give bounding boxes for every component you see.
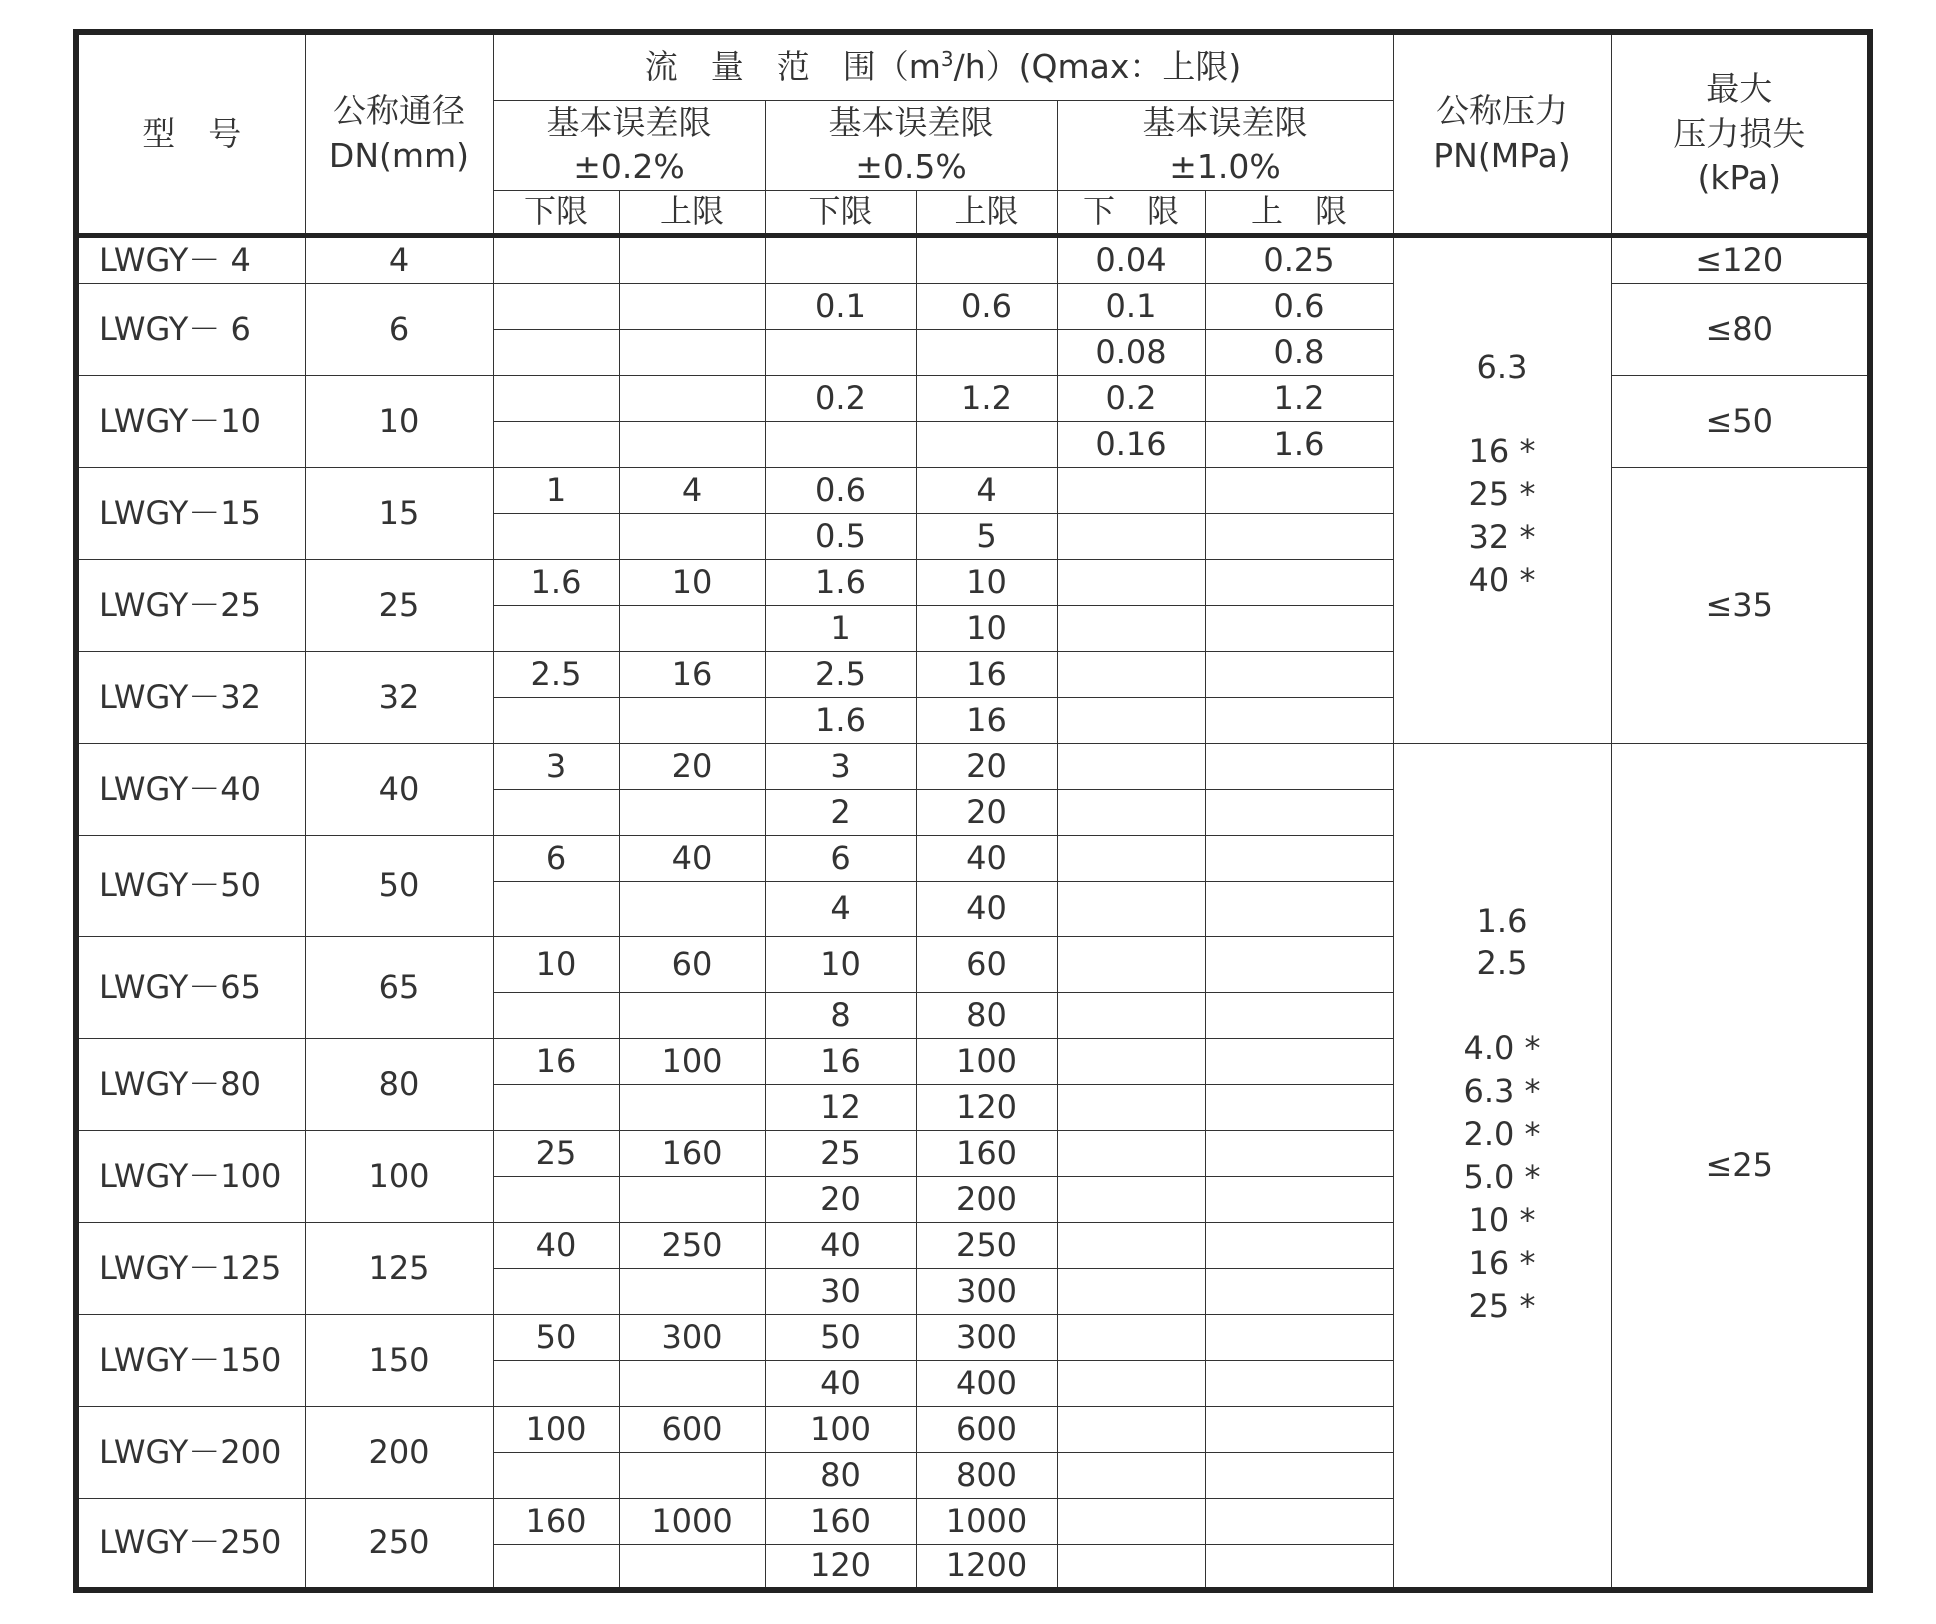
nominal-diameter-cell: 65 [305, 936, 493, 1038]
upper-1-0-cell [1205, 1176, 1393, 1222]
lower-0-2-cell [493, 1452, 619, 1498]
header-loss-line1: 最大 [1706, 68, 1773, 108]
lower-0-5-cell: 1.6 [765, 697, 916, 743]
upper-0-2-cell [619, 605, 765, 651]
lower-0-5-cell: 0.2 [765, 375, 916, 421]
pressure-value: 1.6 [1476, 901, 1528, 940]
lower-0-5-cell [765, 329, 916, 375]
lower-1-0-cell [1057, 1222, 1205, 1268]
lower-1-0-cell [1057, 835, 1205, 881]
upper-0-5-cell: 160 [916, 1130, 1057, 1176]
lower-0-2-cell [493, 375, 619, 421]
upper-1-0-cell [1205, 1222, 1393, 1268]
max-pressure-loss-cell: ≤50 [1611, 375, 1870, 467]
lower-0-5-cell: 1.6 [765, 559, 916, 605]
lower-0-2-cell [493, 605, 619, 651]
upper-0-2-cell [619, 283, 765, 329]
header-nominal-pressure [1393, 32, 1611, 235]
lower-0-5-cell: 6 [765, 835, 916, 881]
upper-0-5-cell: 1200 [916, 1544, 1057, 1590]
upper-0-2-cell: 600 [619, 1406, 765, 1452]
nominal-diameter-cell: 6 [305, 283, 493, 375]
header-nominal-diameter [305, 32, 493, 235]
pressure-value: 10 * [1468, 1200, 1536, 1239]
upper-0-5-cell: 250 [916, 1222, 1057, 1268]
upper-1-0-cell [1205, 992, 1393, 1038]
header-lower-1-0: 下 限 [1057, 190, 1205, 235]
upper-0-5-cell: 1000 [916, 1498, 1057, 1544]
model-cell: LWGY－200 [76, 1406, 305, 1498]
model-cell: LWGY－25 [76, 559, 305, 651]
nominal-diameter-cell: 125 [305, 1222, 493, 1314]
lower-0-5-cell: 40 [765, 1360, 916, 1406]
lower-0-5-cell: 12 [765, 1084, 916, 1130]
pressure-value: 4.0 * [1463, 1029, 1541, 1068]
upper-1-0-cell [1205, 697, 1393, 743]
lower-1-0-cell [1057, 1452, 1205, 1498]
lower-1-0-cell: 0.04 [1057, 235, 1205, 283]
lower-0-2-cell: 6 [493, 835, 619, 881]
pressure-value: 2.0 * [1463, 1115, 1541, 1154]
upper-0-2-cell [619, 789, 765, 835]
upper-0-5-cell: 400 [916, 1360, 1057, 1406]
upper-0-5-cell: 20 [916, 789, 1057, 835]
lower-0-2-cell: 1.6 [493, 559, 619, 605]
lower-0-2-cell: 2.5 [493, 651, 619, 697]
upper-0-5-cell: 16 [916, 697, 1057, 743]
lower-0-2-cell [493, 283, 619, 329]
upper-0-2-cell: 40 [619, 835, 765, 881]
nominal-diameter-cell: 150 [305, 1314, 493, 1406]
upper-1-0-cell: 0.6 [1205, 283, 1393, 329]
nominal-diameter-cell: 50 [305, 835, 493, 936]
pressure-value: 6.3 [1476, 347, 1528, 386]
lower-1-0-cell [1057, 1360, 1205, 1406]
pressure-gap [1394, 388, 1611, 430]
upper-0-2-cell: 10 [619, 559, 765, 605]
upper-0-5-cell: 40 [916, 835, 1057, 881]
lower-0-2-cell: 160 [493, 1498, 619, 1544]
upper-0-2-cell [619, 1360, 765, 1406]
lower-0-5-cell: 50 [765, 1314, 916, 1360]
pressure-gap [1394, 985, 1611, 1027]
lower-0-5-cell: 2 [765, 789, 916, 835]
upper-1-0-cell: 1.2 [1205, 375, 1393, 421]
header-flow-range [493, 32, 1393, 100]
lower-0-5-cell: 40 [765, 1222, 916, 1268]
lower-0-5-cell: 120 [765, 1544, 916, 1590]
header-dn-line1: 公称通径 [333, 91, 465, 131]
lower-1-0-cell [1057, 697, 1205, 743]
lower-0-2-cell: 3 [493, 743, 619, 789]
upper-0-2-cell: 16 [619, 651, 765, 697]
pressure-value: 16 * [1468, 1243, 1536, 1282]
lower-0-5-cell: 2.5 [765, 651, 916, 697]
lower-0-2-cell: 100 [493, 1406, 619, 1452]
max-pressure-loss-cell: ≤35 [1611, 467, 1870, 743]
upper-0-2-cell [619, 697, 765, 743]
upper-1-0-cell [1205, 1452, 1393, 1498]
model-cell: LWGY－50 [76, 835, 305, 936]
header-flow-range-text: 流 量 范 围$(m^3/h)(Qmax$：上限) [644, 47, 1242, 87]
nominal-diameter-cell: 40 [305, 743, 493, 835]
lower-0-2-cell: 25 [493, 1130, 619, 1176]
upper-0-5-cell [916, 421, 1057, 467]
upper-1-0-cell [1205, 1038, 1393, 1084]
upper-0-5-cell: 5 [916, 513, 1057, 559]
model-cell: LWGY－32 [76, 651, 305, 743]
upper-0-2-cell [619, 992, 765, 1038]
lower-1-0-cell [1057, 1038, 1205, 1084]
lower-0-5-cell: 3 [765, 743, 916, 789]
pressure-value: 16 * [1468, 432, 1536, 471]
upper-1-0-cell [1205, 1544, 1393, 1590]
model-cell: LWGY－150 [76, 1314, 305, 1406]
lower-0-5-cell: 8 [765, 992, 916, 1038]
lower-0-2-cell [493, 513, 619, 559]
pressure-value: 2.5 [1476, 944, 1528, 983]
upper-1-0-cell: 0.8 [1205, 329, 1393, 375]
lower-0-2-cell [493, 992, 619, 1038]
pressure-value: 40 * [1468, 561, 1536, 600]
upper-0-5-cell: 200 [916, 1176, 1057, 1222]
upper-1-0-cell [1205, 936, 1393, 992]
upper-0-2-cell [619, 329, 765, 375]
lower-0-5-cell: 0.1 [765, 283, 916, 329]
header-upper-0-2: 上限 [619, 190, 765, 235]
upper-1-0-cell [1205, 789, 1393, 835]
max-pressure-loss-cell: ≤25 [1611, 743, 1870, 1590]
upper-0-5-cell: 80 [916, 992, 1057, 1038]
lower-1-0-cell [1057, 513, 1205, 559]
lower-1-0-cell [1057, 1544, 1205, 1590]
header-max-pressure-loss [1611, 32, 1870, 235]
lower-0-2-cell [493, 1176, 619, 1222]
nominal-diameter-cell: 4 [305, 235, 493, 283]
header-lower-0-2: 下限 [493, 190, 619, 235]
lower-0-2-cell [493, 329, 619, 375]
upper-0-2-cell: 4 [619, 467, 765, 513]
model-cell: LWGY－80 [76, 1038, 305, 1130]
upper-0-2-cell: 100 [619, 1038, 765, 1084]
model-cell: LWGY－15 [76, 467, 305, 559]
nominal-diameter-cell: 80 [305, 1038, 493, 1130]
upper-0-2-cell: 300 [619, 1314, 765, 1360]
upper-0-5-cell: 60 [916, 936, 1057, 992]
upper-0-5-cell: 10 [916, 559, 1057, 605]
upper-0-2-cell: 20 [619, 743, 765, 789]
upper-0-5-cell: 10 [916, 605, 1057, 651]
lower-0-5-cell: 10 [765, 936, 916, 992]
lower-1-0-cell [1057, 467, 1205, 513]
lower-1-0-cell [1057, 1084, 1205, 1130]
upper-0-2-cell [619, 421, 765, 467]
max-pressure-loss-cell: ≤80 [1611, 283, 1870, 375]
pressure-value: 5.0 * [1463, 1157, 1541, 1196]
header-pn-line2: PN(MPa) [1433, 135, 1571, 175]
upper-1-0-cell [1205, 513, 1393, 559]
lower-1-0-cell [1057, 1314, 1205, 1360]
lower-0-5-cell: 16 [765, 1038, 916, 1084]
upper-0-5-cell [916, 235, 1057, 283]
max-pressure-loss-cell: ≤120 [1611, 235, 1870, 283]
lower-0-2-cell [493, 1268, 619, 1314]
lower-0-2-cell [493, 1360, 619, 1406]
lower-1-0-cell: 0.2 [1057, 375, 1205, 421]
nominal-diameter-cell: 25 [305, 559, 493, 651]
lower-1-0-cell [1057, 1130, 1205, 1176]
upper-1-0-cell [1205, 1084, 1393, 1130]
upper-1-0-cell [1205, 1498, 1393, 1544]
table-body [76, 32, 1870, 1590]
upper-1-0-cell [1205, 1406, 1393, 1452]
upper-0-5-cell: 800 [916, 1452, 1057, 1498]
upper-0-2-cell [619, 375, 765, 421]
lower-1-0-cell [1057, 1268, 1205, 1314]
upper-1-0-cell [1205, 467, 1393, 513]
lower-1-0-cell [1057, 881, 1205, 936]
model-cell: LWGY－250 [76, 1498, 305, 1590]
header-upper-1-0: 上 限 [1205, 190, 1393, 235]
lower-0-5-cell: 1 [765, 605, 916, 651]
lower-0-2-cell [493, 881, 619, 936]
model-cell: LWGY－ 6 [76, 283, 305, 375]
lower-0-2-cell [493, 789, 619, 835]
model-cell: LWGY－100 [76, 1130, 305, 1222]
header-model-label: 型 号 [142, 113, 242, 153]
upper-0-5-cell: 20 [916, 743, 1057, 789]
lower-0-2-cell: 1 [493, 467, 619, 513]
lower-0-5-cell: 100 [765, 1406, 916, 1452]
upper-0-2-cell: 250 [619, 1222, 765, 1268]
upper-1-0-cell [1205, 605, 1393, 651]
lower-1-0-cell [1057, 559, 1205, 605]
lower-1-0-cell [1057, 1498, 1205, 1544]
lower-0-2-cell: 16 [493, 1038, 619, 1084]
upper-1-0-cell [1205, 1360, 1393, 1406]
upper-0-2-cell [619, 513, 765, 559]
header-upper-0-5: 上限 [916, 190, 1057, 235]
header-model [76, 32, 305, 235]
upper-1-0-cell [1205, 1268, 1393, 1314]
table-row [76, 235, 1870, 283]
pressure-value: 25 * [1468, 1286, 1536, 1325]
table-row [76, 743, 1870, 789]
upper-0-5-cell: 16 [916, 651, 1057, 697]
nominal-diameter-cell: 10 [305, 375, 493, 467]
lower-0-5-cell: 4 [765, 881, 916, 936]
nominal-diameter-cell: 250 [305, 1498, 493, 1590]
pressure-value: 6.3 * [1463, 1072, 1541, 1111]
lower-0-5-cell: 25 [765, 1130, 916, 1176]
lower-1-0-cell: 0.1 [1057, 283, 1205, 329]
upper-0-5-cell: 300 [916, 1268, 1057, 1314]
flow-range-spec-table [73, 29, 1873, 1593]
upper-0-5-cell: 1.2 [916, 375, 1057, 421]
lower-0-5-cell: 0.5 [765, 513, 916, 559]
upper-0-5-cell: 600 [916, 1406, 1057, 1452]
upper-1-0-cell [1205, 743, 1393, 789]
upper-0-5-cell: 300 [916, 1314, 1057, 1360]
lower-1-0-cell [1057, 1176, 1205, 1222]
model-cell: LWGY－65 [76, 936, 305, 1038]
upper-0-2-cell [619, 1084, 765, 1130]
lower-0-2-cell [493, 1084, 619, 1130]
lower-0-5-cell [765, 235, 916, 283]
lower-1-0-cell [1057, 743, 1205, 789]
lower-1-0-cell [1057, 992, 1205, 1038]
upper-1-0-cell [1205, 559, 1393, 605]
header-error-0-5: 基本误差限 ±0.5% [765, 100, 1057, 190]
upper-0-2-cell [619, 1452, 765, 1498]
upper-0-2-cell [619, 1268, 765, 1314]
upper-0-2-cell [619, 1176, 765, 1222]
lower-0-5-cell: 0.6 [765, 467, 916, 513]
lower-1-0-cell: 0.08 [1057, 329, 1205, 375]
lower-0-2-cell [493, 697, 619, 743]
model-cell: LWGY－ 4 [76, 235, 305, 283]
nominal-pressure-group [1393, 743, 1611, 1590]
upper-1-0-cell [1205, 1130, 1393, 1176]
pressure-value: 32 * [1468, 518, 1536, 557]
model-cell: LWGY－10 [76, 375, 305, 467]
upper-0-5-cell: 0.6 [916, 283, 1057, 329]
header-row-flow-range [76, 32, 1870, 100]
nominal-diameter-cell: 15 [305, 467, 493, 559]
header-pn-line1: 公称压力 [1436, 91, 1568, 131]
header-error-1-0: 基本误差限 ±1.0% [1057, 100, 1393, 190]
lower-1-0-cell [1057, 789, 1205, 835]
lower-0-2-cell: 50 [493, 1314, 619, 1360]
lower-0-5-cell: 30 [765, 1268, 916, 1314]
nominal-diameter-cell: 100 [305, 1130, 493, 1222]
lower-1-0-cell [1057, 605, 1205, 651]
upper-0-5-cell: 40 [916, 881, 1057, 936]
upper-0-2-cell: 60 [619, 936, 765, 992]
lower-1-0-cell [1057, 651, 1205, 697]
upper-1-0-cell [1205, 835, 1393, 881]
header-lower-0-5: 下限 [765, 190, 916, 235]
nominal-pressure-group [1393, 235, 1611, 743]
upper-1-0-cell [1205, 1314, 1393, 1360]
lower-0-2-cell [493, 1544, 619, 1590]
upper-0-5-cell: 120 [916, 1084, 1057, 1130]
lower-0-5-cell: 20 [765, 1176, 916, 1222]
header-loss-line2: 压力损失 [1673, 113, 1806, 153]
upper-1-0-cell [1205, 651, 1393, 697]
upper-0-2-cell [619, 1544, 765, 1590]
lower-1-0-cell: 0.16 [1057, 421, 1205, 467]
lower-0-2-cell [493, 235, 619, 283]
lower-1-0-cell [1057, 936, 1205, 992]
lower-0-2-cell: 40 [493, 1222, 619, 1268]
lower-0-2-cell [493, 421, 619, 467]
lower-0-5-cell: 80 [765, 1452, 916, 1498]
upper-1-0-cell: 1.6 [1205, 421, 1393, 467]
pressure-value: 25 * [1468, 475, 1536, 514]
upper-1-0-cell: 0.25 [1205, 235, 1393, 283]
lower-0-5-cell: 160 [765, 1498, 916, 1544]
upper-0-5-cell [916, 329, 1057, 375]
nominal-diameter-cell: 32 [305, 651, 493, 743]
upper-1-0-cell [1205, 881, 1393, 936]
lower-0-2-cell: 10 [493, 936, 619, 992]
upper-0-5-cell: 100 [916, 1038, 1057, 1084]
header-error-0-2: 基本误差限 ±0.2% [493, 100, 765, 190]
header-loss-line3: (kPa) [1697, 158, 1781, 198]
lower-0-5-cell [765, 421, 916, 467]
header-dn-line2: DN(mm) [328, 135, 470, 175]
model-cell: LWGY－40 [76, 743, 305, 835]
lower-1-0-cell [1057, 1406, 1205, 1452]
upper-0-2-cell: 160 [619, 1130, 765, 1176]
upper-0-5-cell: 4 [916, 467, 1057, 513]
model-cell: LWGY－125 [76, 1222, 305, 1314]
upper-0-2-cell: 1000 [619, 1498, 765, 1544]
upper-0-2-cell [619, 235, 765, 283]
upper-0-2-cell [619, 881, 765, 936]
nominal-diameter-cell: 200 [305, 1406, 493, 1498]
